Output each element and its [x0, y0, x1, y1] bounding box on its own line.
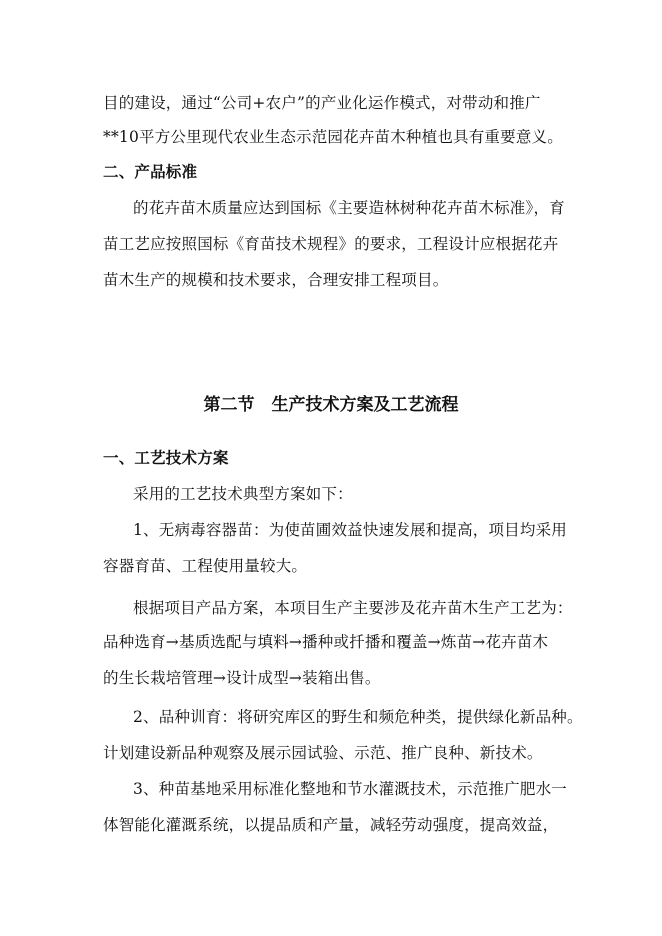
item1-line1: 1、无病毒容器苗：为使苗圃效益快速发展和提高，项目均采用	[133, 521, 567, 539]
para2-line3: 苗木生产的规模和技术要求，合理安排工程项目。	[103, 271, 449, 289]
process-line3: 的生长栽培管理→设计成型→装箱出售。	[103, 669, 381, 687]
item3-line2: 体智能化灌溉系统，以提品质和产量，减轻劳动强度，提高效益，	[103, 816, 559, 834]
process-line1: 根据项目产品方案，本项目生产主要涉及花卉苗木生产工艺为：	[133, 599, 573, 617]
intro-line: 采用的工艺技术典型方案如下：	[133, 485, 353, 503]
section-heading-product-standard: 二、产品标准	[103, 163, 198, 181]
para1-line1: 目的建设，通过“公司+农户”的产业化运作模式，对带动和推广	[103, 94, 541, 112]
para2-line1: 的花卉苗木质量应达到国标《主要造林树种花卉苗木标准》，育	[133, 199, 565, 217]
chapter-title: 第二节 生产技术方案及工艺流程	[203, 395, 459, 415]
item2-line2: 计划建设新品种观察及展示园试验、示范、推广良种、新技术。	[103, 744, 543, 762]
process-line2: 品种选育→基质选配与填料→播种或扦播和覆盖→炼苗→花卉苗木	[103, 633, 549, 651]
item2-line1: 2、品种训育：将研究库区的野生和频危种类，提供绿化新品种。	[133, 708, 583, 726]
item3-line1: 3、种苗基地采用标准化整地和节水灌溉技术，示范推广肥水一	[133, 780, 567, 798]
para1-line2: **10平方公里现代农业生态示范园花卉苗木种植也具有重要意义。	[103, 128, 563, 146]
para2-line2: 苗工艺应按照国标《育苗技术规程》的要求，工程设计应根据花卉	[103, 235, 559, 253]
section-heading-process-plan: 一、工艺技术方案	[103, 449, 229, 467]
item1-line2: 容器育苗、工程使用量较大。	[103, 557, 308, 575]
